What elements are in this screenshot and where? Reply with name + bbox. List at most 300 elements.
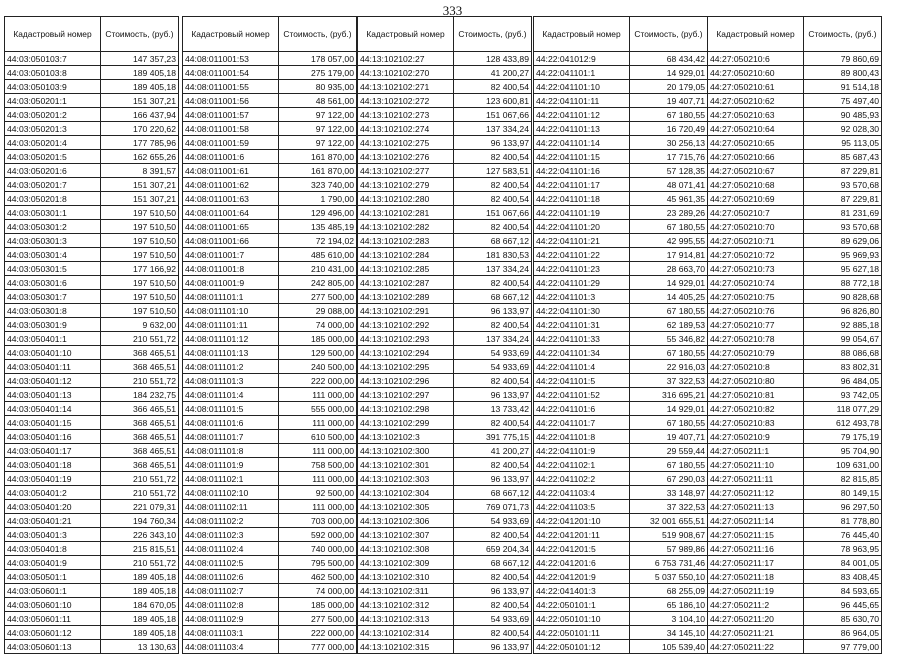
cadastral-number-cell: 44:27:050211:22 xyxy=(708,640,804,654)
cost-cell: 1 790,00 xyxy=(279,192,357,206)
cost-cell: 30 256,13 xyxy=(630,136,708,150)
table-row xyxy=(358,444,532,458)
cost-cell: 28 663,70 xyxy=(630,262,708,276)
table-row xyxy=(534,304,708,318)
table-row xyxy=(708,262,882,276)
cost-cell: 161 870,00 xyxy=(279,164,357,178)
cost-cell: 32 001 655,51 xyxy=(630,514,708,528)
table-row xyxy=(5,276,179,290)
cadastral-number-cell: 44:03:050401:3 xyxy=(5,528,101,542)
table-row xyxy=(534,528,708,542)
table-row xyxy=(5,192,179,206)
table-row xyxy=(708,360,882,374)
cost-cell: 13 130,63 xyxy=(101,640,179,654)
table-row xyxy=(534,80,708,94)
header-cadastral-number: Кадастровый номер xyxy=(358,17,454,52)
cost-cell: 89 629,06 xyxy=(804,234,882,248)
table-row xyxy=(534,262,708,276)
cadastral-number-cell: 44:27:050210:83 xyxy=(708,416,804,430)
cadastral-number-cell: 44:03:050103:8 xyxy=(5,66,101,80)
cadastral-number-cell: 44:13:102102:308 xyxy=(358,542,454,556)
table-row xyxy=(5,332,179,346)
cost-cell: 242 805,00 xyxy=(279,276,357,290)
cost-cell: 29 559,44 xyxy=(630,444,708,458)
table-row xyxy=(183,528,357,542)
cost-cell: 189 405,18 xyxy=(101,584,179,598)
cadastral-number-cell: 44:03:050201:6 xyxy=(5,164,101,178)
table-row xyxy=(358,542,532,556)
cadastral-number-cell: 44:08:011102:5 xyxy=(183,556,279,570)
cadastral-number-cell: 44:13:102102:298 xyxy=(358,402,454,416)
cadastral-number-cell: 44:03:050301:2 xyxy=(5,220,101,234)
table-row xyxy=(534,220,708,234)
table-row xyxy=(183,262,357,276)
cadastral-number-cell: 44:03:050401:16 xyxy=(5,430,101,444)
cadastral-number-cell: 44:08:011101:10 xyxy=(183,304,279,318)
cadastral-number-cell: 44:03:050301:6 xyxy=(5,276,101,290)
cost-cell: 111 000,00 xyxy=(279,388,357,402)
cadastral-number-cell: 44:08:011103:4 xyxy=(183,640,279,654)
cost-cell: 68 667,12 xyxy=(454,486,532,500)
cadastral-number-cell: 44:22:041103:5 xyxy=(534,500,630,514)
cost-cell: 137 334,24 xyxy=(454,122,532,136)
cost-cell: 67 180,55 xyxy=(630,220,708,234)
cadastral-number-cell: 44:13:102102:282 xyxy=(358,220,454,234)
cadastral-number-cell: 44:13:102102:307 xyxy=(358,528,454,542)
table-row xyxy=(5,360,179,374)
table-row xyxy=(358,66,532,80)
table-row xyxy=(708,178,882,192)
table-row xyxy=(183,360,357,374)
cadastral-number-cell: 44:22:050101:12 xyxy=(534,640,630,654)
cost-cell: 5 037 550,10 xyxy=(630,570,708,584)
table-row xyxy=(183,444,357,458)
cost-cell: 85 630,70 xyxy=(804,612,882,626)
table-row xyxy=(534,206,708,220)
cadastral-number-cell: 44:22:041101:4 xyxy=(534,360,630,374)
cost-cell: 14 405,25 xyxy=(630,290,708,304)
cadastral-number-cell: 44:03:050401:2 xyxy=(5,486,101,500)
cadastral-number-cell: 44:27:050210:79 xyxy=(708,346,804,360)
table-row xyxy=(534,234,708,248)
cost-cell: 366 465,51 xyxy=(101,402,179,416)
cadastral-number-cell: 44:27:050210:78 xyxy=(708,332,804,346)
table-row xyxy=(183,388,357,402)
header-cadastral-number: Кадастровый номер xyxy=(183,17,279,52)
cost-cell: 210 551,72 xyxy=(101,472,179,486)
cost-cell: 17 715,76 xyxy=(630,150,708,164)
cadastral-number-cell: 44:08:011101:9 xyxy=(183,458,279,472)
cost-cell: 95 969,93 xyxy=(804,248,882,262)
cadastral-number-cell: 44:22:041101:20 xyxy=(534,220,630,234)
cost-cell: 3 104,10 xyxy=(630,612,708,626)
cadastral-number-cell: 44:03:050401:14 xyxy=(5,402,101,416)
table-row xyxy=(534,640,708,654)
cost-cell: 84 593,65 xyxy=(804,584,882,598)
cadastral-number-cell: 44:08:011102:1 xyxy=(183,472,279,486)
cadastral-number-cell: 44:27:050211:14 xyxy=(708,514,804,528)
cadastral-number-cell: 44:22:041101:52 xyxy=(534,388,630,402)
table-row xyxy=(358,262,532,276)
table-row xyxy=(183,514,357,528)
cost-cell: 81 778,80 xyxy=(804,514,882,528)
cadastral-number-cell: 44:13:102102:291 xyxy=(358,304,454,318)
cadastral-number-cell: 44:27:050211:18 xyxy=(708,570,804,584)
table-row xyxy=(534,416,708,430)
cost-cell: 96 297,50 xyxy=(804,500,882,514)
table-row xyxy=(708,332,882,346)
table-row xyxy=(708,122,882,136)
cost-cell: 215 815,51 xyxy=(101,542,179,556)
cadastral-number-cell: 44:13:102102:306 xyxy=(358,514,454,528)
cost-cell: 9 632,00 xyxy=(101,318,179,332)
cost-cell: 197 510,50 xyxy=(101,220,179,234)
table-row xyxy=(358,52,532,66)
cost-cell: 185 000,00 xyxy=(279,598,357,612)
cadastral-number-cell: 44:08:011001:64 xyxy=(183,206,279,220)
cadastral-number-cell: 44:27:050210:81 xyxy=(708,388,804,402)
cost-cell: 194 760,34 xyxy=(101,514,179,528)
table-row xyxy=(5,416,179,430)
cost-cell: 795 500,00 xyxy=(279,556,357,570)
cost-cell: 129 500,00 xyxy=(279,346,357,360)
cost-cell: 8 391,57 xyxy=(101,164,179,178)
cost-cell: 54 933,69 xyxy=(454,346,532,360)
cost-cell: 68 667,12 xyxy=(454,290,532,304)
cost-cell: 75 497,40 xyxy=(804,94,882,108)
header-cost: Стоимость, (руб.) xyxy=(630,17,708,52)
table-row xyxy=(708,626,882,640)
cadastral-number-cell: 44:22:041101:14 xyxy=(534,136,630,150)
cost-cell: 96 133,97 xyxy=(454,584,532,598)
cadastral-number-cell: 44:13:102102:277 xyxy=(358,164,454,178)
cost-cell: 111 000,00 xyxy=(279,472,357,486)
cost-cell: 184 232,75 xyxy=(101,388,179,402)
cost-cell: 72 194,02 xyxy=(279,234,357,248)
cadastral-number-cell: 44:22:041101:10 xyxy=(534,80,630,94)
table-row xyxy=(5,248,179,262)
cadastral-number-cell: 44:22:041101:19 xyxy=(534,206,630,220)
table-row xyxy=(534,486,708,500)
cost-cell: 222 000,00 xyxy=(279,374,357,388)
table-row xyxy=(708,500,882,514)
table-row xyxy=(708,108,882,122)
cadastral-number-cell: 44:13:102102:299 xyxy=(358,416,454,430)
table-row xyxy=(5,80,179,94)
table-row xyxy=(183,290,357,304)
cost-cell: 79 860,69 xyxy=(804,52,882,66)
cadastral-number-cell: 44:08:011001:63 xyxy=(183,192,279,206)
cadastral-number-cell: 44:27:050211:2 xyxy=(708,598,804,612)
column-4 xyxy=(533,16,708,654)
cost-cell: 123 600,81 xyxy=(454,94,532,108)
table-row xyxy=(5,150,179,164)
cadastral-number-cell: 44:08:011102:3 xyxy=(183,528,279,542)
table-row xyxy=(708,66,882,80)
cost-cell: 92 500,00 xyxy=(279,486,357,500)
cost-cell: 67 180,55 xyxy=(630,304,708,318)
table-row xyxy=(534,570,708,584)
table-row xyxy=(5,626,179,640)
table-row xyxy=(358,304,532,318)
cadastral-number-cell: 44:22:041101:13 xyxy=(534,122,630,136)
cadastral-number-cell: 44:27:050210:76 xyxy=(708,304,804,318)
cadastral-number-cell: 44:22:041102:1 xyxy=(534,458,630,472)
cadastral-table xyxy=(357,16,532,654)
cost-cell: 23 289,26 xyxy=(630,206,708,220)
cadastral-number-cell: 44:08:011102:9 xyxy=(183,612,279,626)
cost-cell: 189 405,18 xyxy=(101,66,179,80)
cost-cell: 240 500,00 xyxy=(279,360,357,374)
cost-cell: 95 113,05 xyxy=(804,136,882,150)
table-row xyxy=(534,514,708,528)
cost-cell: 82 400,54 xyxy=(454,458,532,472)
table-row xyxy=(534,192,708,206)
table-row xyxy=(183,570,357,584)
table-row xyxy=(358,402,532,416)
cost-cell: 54 933,69 xyxy=(454,514,532,528)
cost-cell: 95 627,18 xyxy=(804,262,882,276)
table-row xyxy=(183,220,357,234)
table-row xyxy=(358,388,532,402)
cost-cell: 82 400,54 xyxy=(454,626,532,640)
table-row xyxy=(5,584,179,598)
cost-cell: 111 000,00 xyxy=(279,444,357,458)
cost-cell: 14 929,01 xyxy=(630,402,708,416)
cadastral-number-cell: 44:03:050401:18 xyxy=(5,458,101,472)
table-row xyxy=(708,94,882,108)
cadastral-number-cell: 44:08:011103:1 xyxy=(183,626,279,640)
table-row xyxy=(708,486,882,500)
table-row xyxy=(534,612,708,626)
cost-cell: 109 631,00 xyxy=(804,458,882,472)
cost-cell: 57 989,86 xyxy=(630,542,708,556)
table-row xyxy=(708,598,882,612)
table-row xyxy=(708,80,882,94)
cadastral-number-cell: 44:27:050211:17 xyxy=(708,556,804,570)
table-row xyxy=(708,52,882,66)
table-row xyxy=(358,500,532,514)
table-row xyxy=(534,626,708,640)
cadastral-number-cell: 44:13:102102:305 xyxy=(358,500,454,514)
cadastral-number-cell: 44:03:050201:8 xyxy=(5,192,101,206)
cost-cell: 210 551,72 xyxy=(101,556,179,570)
cadastral-table xyxy=(182,16,357,654)
table-row xyxy=(5,500,179,514)
table-row xyxy=(708,220,882,234)
cadastral-number-cell: 44:03:050301:4 xyxy=(5,248,101,262)
cadastral-number-cell: 44:13:102102:279 xyxy=(358,178,454,192)
cost-cell: 612 493,78 xyxy=(804,416,882,430)
cadastral-number-cell: 44:27:050210:7 xyxy=(708,206,804,220)
table-row xyxy=(708,136,882,150)
table-row xyxy=(5,220,179,234)
cadastral-number-cell: 44:27:050211:10 xyxy=(708,458,804,472)
cost-cell: 42 995,55 xyxy=(630,234,708,248)
cadastral-number-cell: 44:22:041101:11 xyxy=(534,94,630,108)
cadastral-number-cell: 44:27:050211:19 xyxy=(708,584,804,598)
table-header-row xyxy=(183,17,357,52)
cadastral-number-cell: 44:13:102102:300 xyxy=(358,444,454,458)
cost-cell: 184 670,05 xyxy=(101,598,179,612)
table-row xyxy=(183,640,357,654)
cost-cell: 127 583,51 xyxy=(454,164,532,178)
table-row xyxy=(5,318,179,332)
cost-cell: 197 510,50 xyxy=(101,234,179,248)
cost-cell: 34 145,10 xyxy=(630,626,708,640)
cadastral-number-cell: 44:08:011102:10 xyxy=(183,486,279,500)
table-row xyxy=(534,150,708,164)
table-row xyxy=(708,640,882,654)
table-row xyxy=(5,136,179,150)
table-row xyxy=(708,290,882,304)
cadastral-number-cell: 44:22:041101:23 xyxy=(534,262,630,276)
table-header-row xyxy=(5,17,179,52)
cost-cell: 135 485,19 xyxy=(279,220,357,234)
cadastral-number-cell: 44:08:011001:66 xyxy=(183,234,279,248)
cadastral-number-cell: 44:08:011102:4 xyxy=(183,542,279,556)
cost-cell: 151 067,66 xyxy=(454,206,532,220)
cost-cell: 275 179,00 xyxy=(279,66,357,80)
cadastral-number-cell: 44:03:050103:9 xyxy=(5,80,101,94)
cost-cell: 151 067,66 xyxy=(454,108,532,122)
cadastral-number-cell: 44:03:050301:5 xyxy=(5,262,101,276)
column-1 xyxy=(4,16,179,654)
cadastral-number-cell: 44:22:041101:17 xyxy=(534,178,630,192)
cost-cell: 14 929,01 xyxy=(630,66,708,80)
cadastral-number-cell: 44:03:050201:7 xyxy=(5,178,101,192)
cost-cell: 82 400,54 xyxy=(454,276,532,290)
cost-cell: 659 204,34 xyxy=(454,542,532,556)
table-row xyxy=(5,528,179,542)
cadastral-number-cell: 44:08:011001:7 xyxy=(183,248,279,262)
cost-cell: 68 434,42 xyxy=(630,52,708,66)
cadastral-number-cell: 44:08:011001:59 xyxy=(183,136,279,150)
cost-cell: 55 346,82 xyxy=(630,332,708,346)
table-row xyxy=(708,374,882,388)
cadastral-number-cell: 44:22:041101:22 xyxy=(534,248,630,262)
table-row xyxy=(708,206,882,220)
cost-cell: 189 405,18 xyxy=(101,612,179,626)
table-row xyxy=(5,346,179,360)
cost-cell: 87 229,81 xyxy=(804,192,882,206)
cadastral-number-cell: 44:03:050301:8 xyxy=(5,304,101,318)
cadastral-table xyxy=(533,16,708,654)
table-row xyxy=(708,164,882,178)
cadastral-number-cell: 44:08:011001:8 xyxy=(183,262,279,276)
cadastral-number-cell: 44:27:050210:64 xyxy=(708,122,804,136)
cadastral-number-cell: 44:22:041101:9 xyxy=(534,444,630,458)
cost-cell: 92 028,30 xyxy=(804,122,882,136)
cost-cell: 177 166,92 xyxy=(101,262,179,276)
cost-cell: 91 514,18 xyxy=(804,80,882,94)
table-row xyxy=(183,304,357,318)
cadastral-number-cell: 44:08:011101:1 xyxy=(183,290,279,304)
cadastral-number-cell: 44:27:050210:62 xyxy=(708,94,804,108)
cadastral-number-cell: 44:03:050201:1 xyxy=(5,94,101,108)
table-row xyxy=(534,66,708,80)
cadastral-number-cell: 44:13:102102:312 xyxy=(358,598,454,612)
cost-cell: 128 433,89 xyxy=(454,52,532,66)
cadastral-number-cell: 44:03:050401:12 xyxy=(5,374,101,388)
cadastral-number-cell: 44:22:041201:5 xyxy=(534,542,630,556)
cost-cell: 189 405,18 xyxy=(101,626,179,640)
table-row xyxy=(708,150,882,164)
table-row xyxy=(708,248,882,262)
cost-cell: 37 322,53 xyxy=(630,500,708,514)
cadastral-number-cell: 44:27:050210:74 xyxy=(708,276,804,290)
table-row xyxy=(183,346,357,360)
cost-cell: 226 343,10 xyxy=(101,528,179,542)
cadastral-number-cell: 44:27:050210:9 xyxy=(708,430,804,444)
cadastral-number-cell: 44:27:050210:72 xyxy=(708,248,804,262)
cadastral-number-cell: 44:22:041012:9 xyxy=(534,52,630,66)
table-row xyxy=(358,122,532,136)
cadastral-number-cell: 44:27:050211:11 xyxy=(708,472,804,486)
cost-cell: 93 742,05 xyxy=(804,388,882,402)
cost-cell: 83 408,45 xyxy=(804,570,882,584)
table-row xyxy=(358,206,532,220)
cost-cell: 54 933,69 xyxy=(454,612,532,626)
cadastral-number-cell: 44:22:050101:1 xyxy=(534,598,630,612)
table-row xyxy=(183,178,357,192)
table-row xyxy=(534,542,708,556)
cadastral-number-cell: 44:08:011001:54 xyxy=(183,66,279,80)
cadastral-number-cell: 44:03:050601:11 xyxy=(5,612,101,626)
cost-cell: 65 186,10 xyxy=(630,598,708,612)
cadastral-number-cell: 44:03:050401:13 xyxy=(5,388,101,402)
table-row xyxy=(358,318,532,332)
cost-cell: 16 720,49 xyxy=(630,122,708,136)
cadastral-number-cell: 44:27:050211:1 xyxy=(708,444,804,458)
cost-cell: 162 655,26 xyxy=(101,150,179,164)
cadastral-number-cell: 44:03:050601:1 xyxy=(5,584,101,598)
table-row xyxy=(534,388,708,402)
cadastral-number-cell: 44:27:050211:12 xyxy=(708,486,804,500)
cadastral-number-cell: 44:03:050401:21 xyxy=(5,514,101,528)
cadastral-number-cell: 44:03:050401:20 xyxy=(5,500,101,514)
cost-cell: 166 437,94 xyxy=(101,108,179,122)
cadastral-number-cell: 44:13:102102:270 xyxy=(358,66,454,80)
cost-cell: 82 400,54 xyxy=(454,570,532,584)
cost-cell: 95 704,90 xyxy=(804,444,882,458)
cadastral-number-cell: 44:22:041101:18 xyxy=(534,192,630,206)
cost-cell: 316 695,21 xyxy=(630,388,708,402)
cost-cell: 137 334,24 xyxy=(454,332,532,346)
table-row xyxy=(358,150,532,164)
cadastral-number-cell: 44:03:050501:1 xyxy=(5,570,101,584)
cadastral-number-cell: 44:03:050601:10 xyxy=(5,598,101,612)
table-header-row xyxy=(534,17,708,52)
table-row xyxy=(358,598,532,612)
cost-cell: 368 465,51 xyxy=(101,458,179,472)
table-row xyxy=(358,458,532,472)
table-row xyxy=(5,458,179,472)
table-row xyxy=(534,164,708,178)
cadastral-number-cell: 44:03:050103:7 xyxy=(5,52,101,66)
cost-cell: 181 830,53 xyxy=(454,248,532,262)
cadastral-number-cell: 44:13:102102:285 xyxy=(358,262,454,276)
cadastral-number-cell: 44:27:050210:8 xyxy=(708,360,804,374)
cadastral-number-cell: 44:03:050201:2 xyxy=(5,108,101,122)
cost-cell: 80 935,00 xyxy=(279,80,357,94)
cost-cell: 368 465,51 xyxy=(101,360,179,374)
cadastral-number-cell: 44:27:050210:68 xyxy=(708,178,804,192)
cost-cell: 368 465,51 xyxy=(101,444,179,458)
cadastral-number-cell: 44:27:050210:80 xyxy=(708,374,804,388)
cost-cell: 96 133,97 xyxy=(454,472,532,486)
cadastral-number-cell: 44:13:102102:273 xyxy=(358,108,454,122)
